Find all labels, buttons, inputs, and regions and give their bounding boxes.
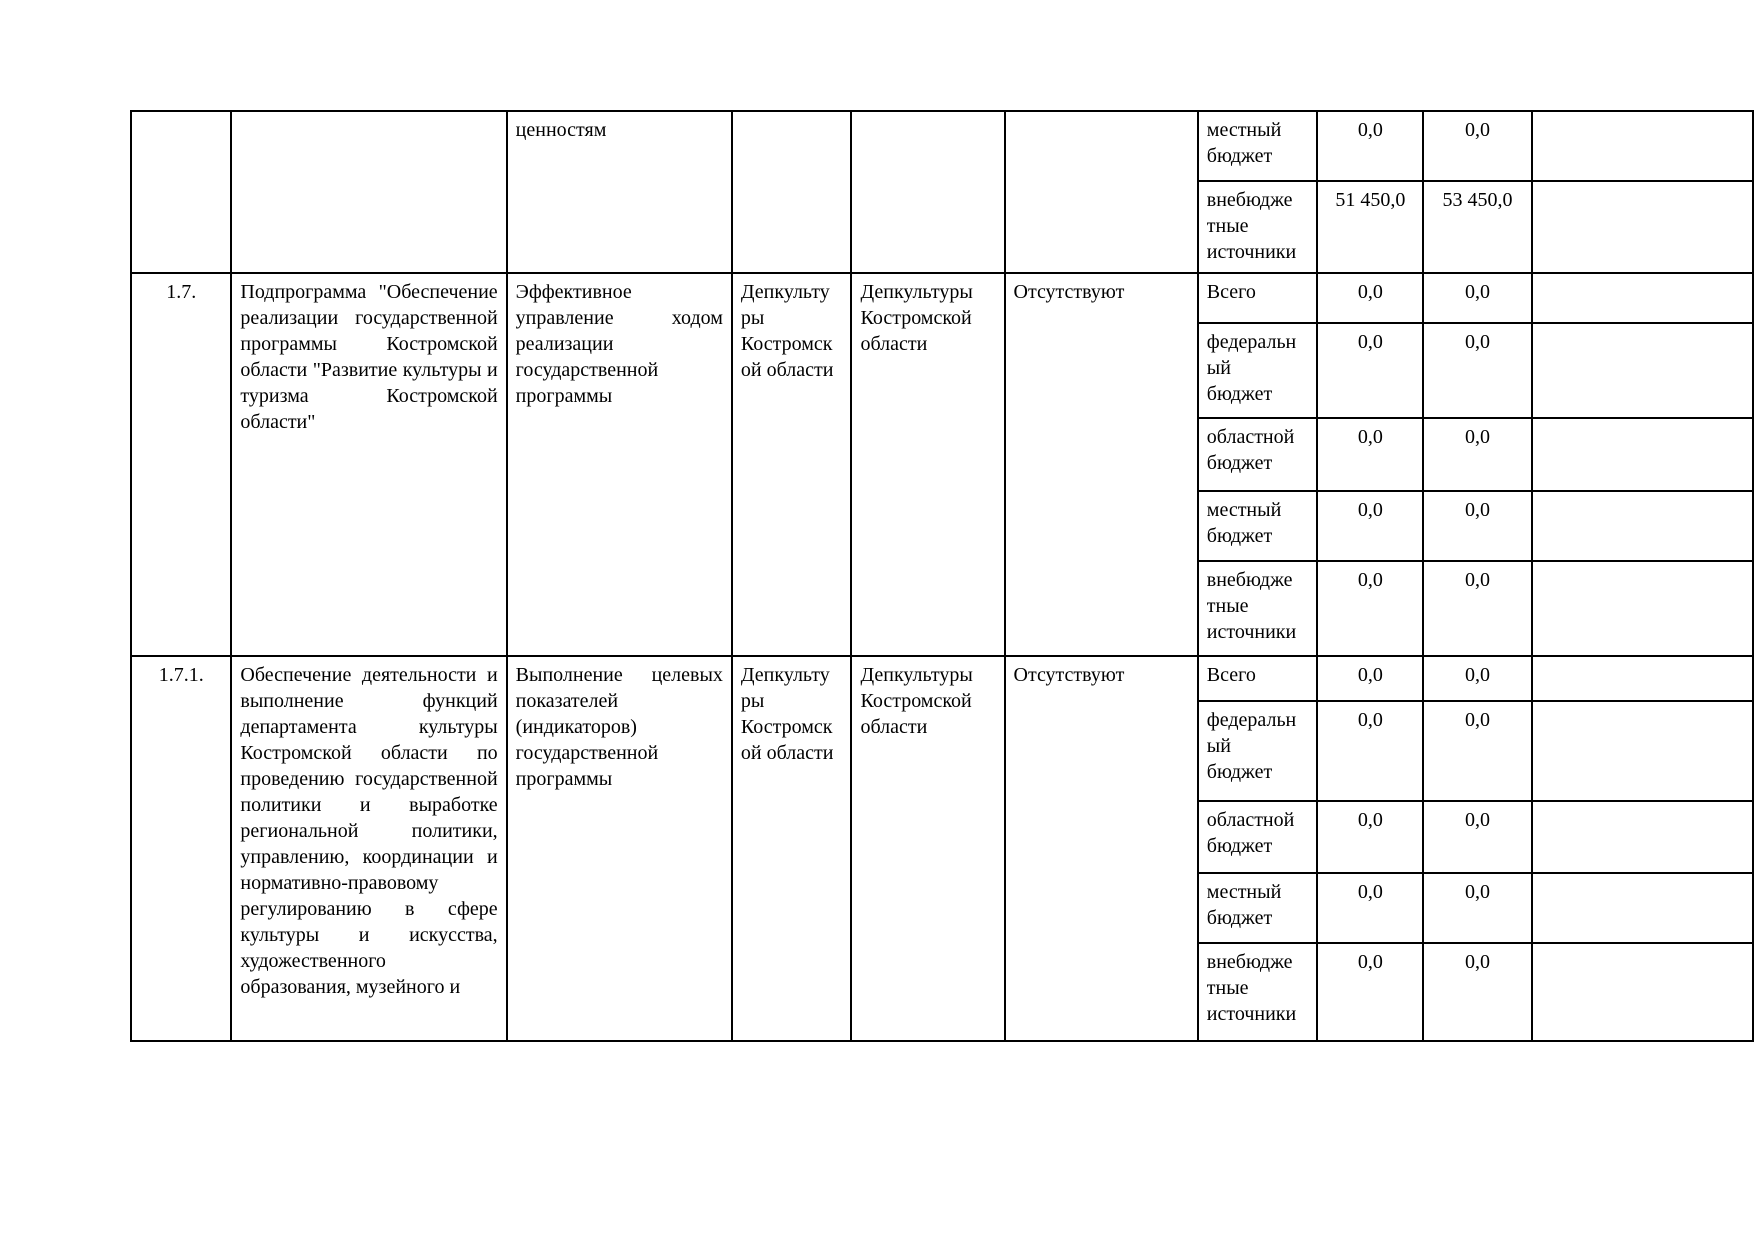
budget-type-cell: местный бюджет bbox=[1198, 491, 1317, 561]
budget-value-cell-clipped bbox=[1532, 323, 1753, 418]
executor-cell: Депкульту ры Костромск ой области bbox=[732, 656, 852, 1041]
participant-cell: Депкультуры Костромской области bbox=[851, 656, 1004, 1041]
budget-value-cell-clipped bbox=[1532, 111, 1753, 181]
budget-type-cell: внебюдже тные источники bbox=[1198, 181, 1317, 273]
activity-cell: Обеспечение деятельности и выполнение функций департамента культуры Костромской области по проведению государственной политики и выработке региональной политики, управлению, координации и нормативно-правовому регулированию в сфере культуры и искусства, художественного образования, музейного и bbox=[231, 656, 506, 1041]
budget-value-cell: 0,0 bbox=[1317, 418, 1423, 491]
partners-cell bbox=[1005, 111, 1198, 273]
budget-value-cell-clipped bbox=[1532, 181, 1753, 273]
row-number-cell: 1.7. bbox=[131, 273, 231, 656]
budget-value-cell: 0,0 bbox=[1317, 943, 1423, 1041]
budget-value-cell: 0,0 bbox=[1423, 561, 1531, 656]
table-row bbox=[131, 273, 1753, 323]
budget-value-cell: 0,0 bbox=[1423, 873, 1531, 943]
budget-value-cell: 0,0 bbox=[1317, 701, 1423, 801]
budget-value-cell: 0,0 bbox=[1317, 873, 1423, 943]
partners-cell: Отсутствуют bbox=[1005, 656, 1198, 1041]
budget-value-cell: 0,0 bbox=[1423, 656, 1531, 701]
budget-value-cell-clipped bbox=[1532, 801, 1753, 873]
budget-value-cell-clipped bbox=[1532, 656, 1753, 701]
budget-type-cell: областной бюджет bbox=[1198, 418, 1317, 491]
budget-value-cell: 0,0 bbox=[1317, 323, 1423, 418]
budget-type-cell: внебюдже тные источники bbox=[1198, 943, 1317, 1041]
budget-value-cell: 0,0 bbox=[1423, 491, 1531, 561]
budget-type-cell: областной бюджет bbox=[1198, 801, 1317, 873]
result-cell: Эффективное управление ходом реализации государственной программы bbox=[507, 273, 732, 656]
budget-value-cell: 0,0 bbox=[1317, 561, 1423, 656]
budget-value-cell: 0,0 bbox=[1317, 656, 1423, 701]
budget-type-cell: Всего bbox=[1198, 656, 1317, 701]
budget-value-cell-clipped bbox=[1532, 701, 1753, 801]
table-row bbox=[131, 111, 1753, 181]
executor-cell bbox=[732, 111, 852, 273]
budget-value-cell: 0,0 bbox=[1423, 801, 1531, 873]
budget-value-cell: 0,0 bbox=[1423, 701, 1531, 801]
budget-value-cell-clipped bbox=[1532, 418, 1753, 491]
partners-cell: Отсутствуют bbox=[1005, 273, 1198, 656]
budget-type-cell: федеральн ый бюджет bbox=[1198, 701, 1317, 801]
budget-type-cell: местный бюджет bbox=[1198, 111, 1317, 181]
budget-value-cell: 0,0 bbox=[1317, 111, 1423, 181]
budget-value-cell-clipped bbox=[1532, 561, 1753, 656]
budget-value-cell: 0,0 bbox=[1423, 943, 1531, 1041]
budget-value-cell-clipped bbox=[1532, 943, 1753, 1041]
budget-type-cell: Всего bbox=[1198, 273, 1317, 323]
budget-value-cell: 0,0 bbox=[1423, 418, 1531, 491]
program-table bbox=[130, 110, 1754, 1042]
budget-value-cell: 0,0 bbox=[1317, 273, 1423, 323]
budget-value-cell: 0,0 bbox=[1423, 111, 1531, 181]
row-number-cell: 1.7.1. bbox=[131, 656, 231, 1041]
budget-value-cell-clipped bbox=[1532, 273, 1753, 323]
row-number-cell bbox=[131, 111, 231, 273]
participant-cell bbox=[851, 111, 1004, 273]
budget-value-cell: 0,0 bbox=[1423, 323, 1531, 418]
table-row bbox=[131, 656, 1753, 701]
result-cell: Выполнение целевых показателей (индикаторов) государственной программы bbox=[507, 656, 732, 1041]
budget-value-cell: 53 450,0 bbox=[1423, 181, 1531, 273]
budget-value-cell: 51 450,0 bbox=[1317, 181, 1423, 273]
budget-value-cell-clipped bbox=[1532, 873, 1753, 943]
activity-cell: Подпрограмма "Обеспечение реализации государственной программы Костромской области "Развитие культуры и туризма Костромской области" bbox=[231, 273, 506, 656]
budget-type-cell: федеральн ый бюджет bbox=[1198, 323, 1317, 418]
executor-cell: Депкульту ры Костромск ой области bbox=[732, 273, 852, 656]
activity-cell bbox=[231, 111, 506, 273]
budget-type-cell: внебюдже тные источники bbox=[1198, 561, 1317, 656]
participant-cell: Депкультуры Костромской области bbox=[851, 273, 1004, 656]
budget-value-cell: 0,0 bbox=[1423, 273, 1531, 323]
result-cell: ценностям bbox=[507, 111, 732, 273]
budget-value-cell-clipped bbox=[1532, 491, 1753, 561]
budget-value-cell: 0,0 bbox=[1317, 491, 1423, 561]
budget-type-cell: местный бюджет bbox=[1198, 873, 1317, 943]
budget-value-cell: 0,0 bbox=[1317, 801, 1423, 873]
